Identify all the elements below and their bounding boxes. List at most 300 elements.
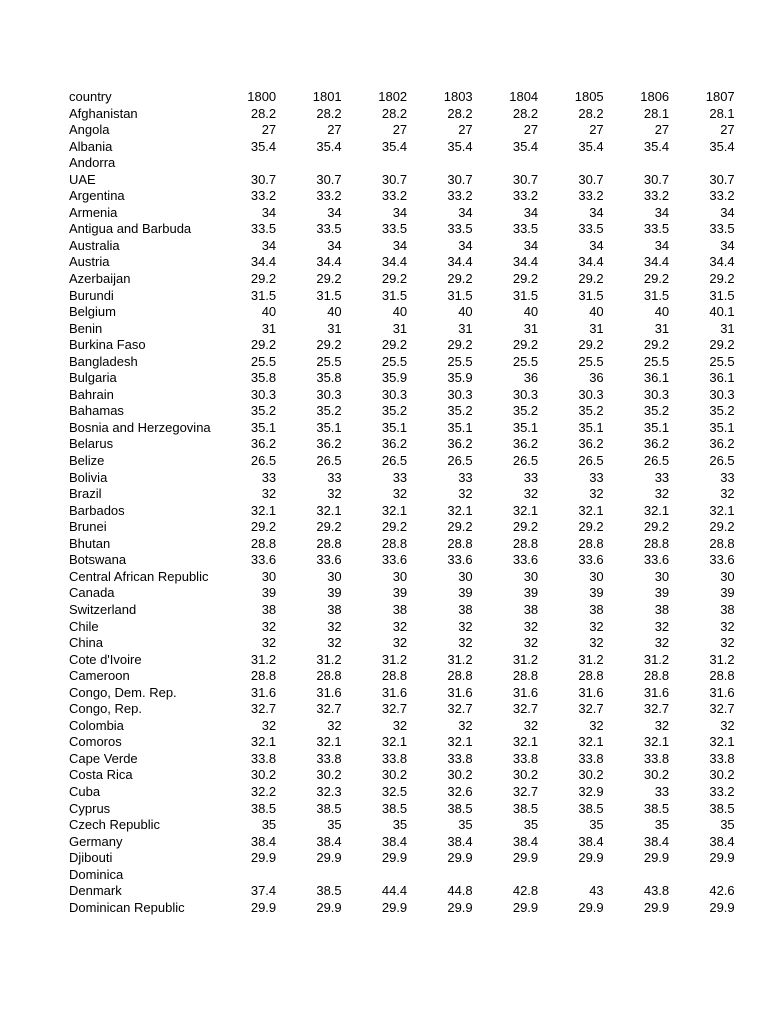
- value-cell: 37.4: [250, 883, 277, 899]
- value-cell: 40: [458, 304, 473, 320]
- value-cell: 29.9: [250, 899, 277, 915]
- value-cell: 35.4: [512, 138, 539, 154]
- value-cell: 34.4: [643, 254, 670, 270]
- country-cell: Cuba: [69, 783, 101, 799]
- value-cell: 32: [392, 635, 408, 651]
- value-cell: 34: [654, 204, 670, 220]
- table-row: [69, 337, 735, 354]
- table-row: [69, 751, 735, 768]
- value-cell: 33.2: [578, 188, 604, 204]
- country-cell: Cyprus: [69, 800, 111, 816]
- value-cell: 29.2: [578, 271, 604, 287]
- value-cell: 25.5: [578, 353, 604, 369]
- value-cell: 35.1: [250, 419, 277, 435]
- value-cell: 33.5: [709, 221, 735, 237]
- value-cell: 32.3: [316, 783, 342, 799]
- value-cell: 35.2: [381, 403, 408, 419]
- value-cell: 32: [392, 618, 408, 634]
- country-cell: Czech Republic: [69, 817, 161, 833]
- country-cell: Argentina: [69, 188, 125, 204]
- value-cell: 38: [523, 601, 539, 617]
- value-cell: 30.7: [578, 171, 604, 187]
- value-cell: 28.8: [643, 535, 670, 551]
- country-cell: Brazil: [69, 486, 102, 502]
- value-cell: 28.2: [381, 105, 408, 121]
- value-cell: 25.5: [381, 353, 408, 369]
- value-cell: 33.2: [512, 188, 539, 204]
- value-cell: 35: [654, 817, 670, 833]
- country-cell: Botswana: [69, 552, 127, 568]
- country-cell: Denmark: [69, 883, 122, 899]
- value-cell: 32.1: [578, 734, 604, 750]
- value-cell: 33.2: [316, 188, 342, 204]
- value-cell: 31.5: [447, 287, 473, 303]
- table-row: [69, 801, 735, 818]
- value-cell: 28.8: [512, 668, 539, 684]
- value-cell: 35: [392, 817, 408, 833]
- value-cell: 29.2: [316, 519, 342, 535]
- country-cell: Belize: [69, 453, 105, 469]
- country-cell: Comoros: [69, 734, 122, 750]
- header-cell-year: 1807: [705, 89, 735, 104]
- value-cell: 32.1: [709, 734, 735, 750]
- value-cell: 29.9: [512, 899, 539, 915]
- value-cell: 33.8: [250, 750, 277, 766]
- value-cell: 35.2: [709, 403, 735, 419]
- table-row: [69, 817, 735, 834]
- value-cell: 34: [720, 237, 735, 253]
- value-cell: 33.8: [709, 750, 735, 766]
- header-cell-year: 1801: [312, 89, 342, 104]
- value-cell: 36.2: [316, 436, 342, 452]
- value-cell: 26.5: [709, 453, 735, 469]
- table-row: [69, 883, 735, 900]
- value-cell: 25.5: [709, 353, 735, 369]
- value-cell: 30.2: [250, 767, 277, 783]
- value-cell: 32: [327, 717, 342, 733]
- country-cell: Colombia: [69, 717, 124, 733]
- value-cell: 34: [720, 204, 735, 220]
- table-row: [69, 734, 735, 751]
- value-cell: 31.2: [578, 651, 604, 667]
- value-cell: 32.9: [578, 783, 604, 799]
- country-cell: Djibouti: [69, 850, 113, 866]
- value-cell: 38.4: [643, 833, 670, 849]
- value-cell: 32.1: [447, 734, 473, 750]
- country-cell: Benin: [69, 320, 103, 336]
- value-cell: 31.2: [643, 651, 670, 667]
- value-cell: 34: [654, 237, 670, 253]
- value-cell: 33.8: [512, 750, 539, 766]
- value-cell: 31: [261, 320, 277, 336]
- table-row: [69, 784, 735, 801]
- value-cell: 38.5: [316, 883, 342, 899]
- value-cell: 38.4: [709, 833, 735, 849]
- value-cell: 39: [589, 585, 604, 601]
- value-cell: 38: [261, 601, 277, 617]
- value-cell: 25.5: [512, 353, 539, 369]
- country-cell: Germany: [69, 833, 123, 849]
- value-cell: 35.1: [447, 419, 473, 435]
- table-row: [69, 420, 735, 437]
- country-cell: Bolivia: [69, 469, 108, 485]
- value-cell: 29.2: [250, 271, 277, 287]
- value-cell: 29.9: [316, 899, 342, 915]
- value-cell: 27: [589, 122, 604, 138]
- table-row: [69, 668, 735, 685]
- value-cell: 38.4: [250, 833, 277, 849]
- table-row: [69, 254, 735, 271]
- value-cell: 30.7: [316, 171, 342, 187]
- value-cell: 31.5: [512, 287, 539, 303]
- value-cell: [538, 867, 604, 884]
- value-cell: 35.1: [512, 419, 539, 435]
- value-cell: 32.7: [709, 701, 735, 717]
- table-row: [69, 436, 735, 453]
- value-cell: 30: [392, 568, 408, 584]
- value-cell: 32.7: [447, 701, 473, 717]
- value-cell: 31.6: [709, 684, 735, 700]
- value-cell: 36.2: [578, 436, 604, 452]
- table-row: [69, 453, 735, 470]
- country-cell: Bulgaria: [69, 370, 117, 386]
- country-cell: Bahamas: [69, 403, 124, 419]
- value-cell: 35: [261, 817, 277, 833]
- value-cell: 30.7: [447, 171, 473, 187]
- table-row: [69, 536, 735, 553]
- value-cell: [604, 867, 670, 884]
- value-cell: 33.6: [709, 552, 735, 568]
- table-row: [69, 867, 735, 884]
- value-cell: 33: [654, 783, 670, 799]
- value-cell: 33.5: [250, 221, 277, 237]
- value-cell: 32.1: [381, 734, 408, 750]
- table-row: [69, 304, 735, 321]
- value-cell: 31.2: [250, 651, 277, 667]
- value-cell: 31.2: [512, 651, 539, 667]
- table-row: [69, 370, 735, 387]
- value-cell: 29.2: [512, 519, 539, 535]
- value-cell: 29.9: [381, 850, 408, 866]
- value-cell: 31.5: [578, 287, 604, 303]
- value-cell: 35.4: [643, 138, 670, 154]
- value-cell: 29.2: [512, 337, 539, 353]
- value-cell: 30.2: [381, 767, 408, 783]
- value-cell: 33.2: [447, 188, 473, 204]
- value-cell: 31: [720, 320, 735, 336]
- value-cell: 32: [327, 635, 342, 651]
- value-cell: 28.8: [316, 668, 342, 684]
- value-cell: 36: [523, 370, 539, 386]
- value-cell: 38.5: [709, 800, 735, 816]
- value-cell: 29.2: [643, 271, 670, 287]
- value-cell: 32: [392, 486, 408, 502]
- value-cell: 35: [327, 817, 342, 833]
- value-cell: 29.9: [709, 850, 735, 866]
- value-cell: 34: [261, 237, 277, 253]
- value-cell: 31: [523, 320, 539, 336]
- value-cell: 27: [261, 122, 277, 138]
- table-row: [69, 619, 735, 636]
- value-cell: 31: [589, 320, 604, 336]
- country-cell: Dominica: [69, 866, 124, 882]
- value-cell: 35.2: [643, 403, 670, 419]
- value-cell: 30.7: [250, 171, 277, 187]
- table-row: [69, 685, 735, 702]
- value-cell: 29.9: [578, 899, 604, 915]
- table-row: [69, 238, 735, 255]
- value-cell: 28.8: [250, 535, 277, 551]
- value-cell: [276, 155, 342, 172]
- value-cell: 29.2: [250, 337, 277, 353]
- value-cell: 32.7: [512, 783, 539, 799]
- value-cell: 31.6: [447, 684, 473, 700]
- value-cell: 35.4: [447, 138, 473, 154]
- country-cell: Andorra: [69, 155, 116, 171]
- value-cell: [473, 155, 539, 172]
- value-cell: 32: [720, 486, 735, 502]
- value-cell: 40.1: [709, 304, 735, 320]
- country-cell: Dominican Republic: [69, 899, 185, 915]
- value-cell: 34: [327, 237, 342, 253]
- value-cell: 38.5: [512, 800, 539, 816]
- value-cell: 39: [327, 585, 342, 601]
- value-cell: 32: [720, 717, 735, 733]
- value-cell: 31.6: [381, 684, 408, 700]
- value-cell: 38: [458, 601, 473, 617]
- value-cell: 28.8: [578, 535, 604, 551]
- table-row: [69, 850, 735, 867]
- value-cell: 34: [327, 204, 342, 220]
- value-cell: 28.2: [250, 105, 277, 121]
- value-cell: 31.5: [316, 287, 342, 303]
- value-cell: 30.2: [643, 767, 670, 783]
- value-cell: 35.4: [316, 138, 342, 154]
- value-cell: 32: [458, 618, 473, 634]
- value-cell: 38.4: [381, 833, 408, 849]
- value-cell: 29.9: [578, 850, 604, 866]
- value-cell: 31.6: [643, 684, 670, 700]
- header-cell-year: 1804: [509, 89, 539, 104]
- value-cell: 30.7: [512, 171, 539, 187]
- value-cell: 32: [720, 618, 735, 634]
- value-cell: 30.3: [447, 386, 473, 402]
- value-cell: 31: [458, 320, 473, 336]
- value-cell: 44.4: [381, 883, 408, 899]
- value-cell: 35.4: [250, 138, 277, 154]
- table-row: [69, 321, 735, 338]
- value-cell: 34: [458, 237, 473, 253]
- value-cell: 32: [654, 635, 670, 651]
- value-cell: 29.9: [447, 850, 473, 866]
- value-cell: 25.5: [643, 353, 670, 369]
- value-cell: 34: [261, 204, 277, 220]
- table-row: [69, 271, 735, 288]
- value-cell: 32: [261, 717, 277, 733]
- country-cell: Costa Rica: [69, 767, 133, 783]
- value-cell: 40: [392, 304, 408, 320]
- value-cell: 33.8: [578, 750, 604, 766]
- table-row: [69, 652, 735, 669]
- value-cell: 32.7: [512, 701, 539, 717]
- value-cell: 32.7: [643, 701, 670, 717]
- country-cell: Australia: [69, 237, 120, 253]
- value-cell: 30: [654, 568, 670, 584]
- value-cell: 30.3: [643, 386, 670, 402]
- value-cell: 36.2: [643, 436, 670, 452]
- country-cell: Congo, Dem. Rep.: [69, 684, 177, 700]
- value-cell: 32.1: [578, 502, 604, 518]
- value-cell: 30.7: [643, 171, 670, 187]
- table-row: [69, 288, 735, 305]
- table-row: [69, 403, 735, 420]
- value-cell: 29.2: [447, 337, 473, 353]
- value-cell: 34.4: [316, 254, 342, 270]
- country-cell: Burkina Faso: [69, 337, 146, 353]
- value-cell: 34: [589, 237, 604, 253]
- value-cell: 26.5: [381, 453, 408, 469]
- value-cell: 32.1: [250, 502, 277, 518]
- value-cell: 31.6: [578, 684, 604, 700]
- value-cell: 35.1: [709, 419, 735, 435]
- value-cell: 33: [261, 469, 277, 485]
- table-row: [69, 172, 735, 189]
- value-cell: 39: [523, 585, 539, 601]
- value-cell: 31: [327, 320, 342, 336]
- value-cell: 29.2: [447, 519, 473, 535]
- value-cell: 30.2: [447, 767, 473, 783]
- value-cell: 32.1: [316, 502, 342, 518]
- value-cell: 32.7: [578, 701, 604, 717]
- value-cell: 33: [458, 469, 473, 485]
- value-cell: 29.2: [578, 337, 604, 353]
- value-cell: 32: [589, 635, 604, 651]
- country-cell: Canada: [69, 585, 115, 601]
- value-cell: 32.7: [316, 701, 342, 717]
- value-cell: 34.4: [512, 254, 539, 270]
- value-cell: 34.4: [447, 254, 473, 270]
- country-cell: Belgium: [69, 304, 116, 320]
- country-cell: Armenia: [69, 204, 118, 220]
- value-cell: 35.1: [316, 419, 342, 435]
- value-cell: 32.1: [316, 734, 342, 750]
- value-cell: 32.2: [250, 783, 277, 799]
- value-cell: 28.8: [578, 668, 604, 684]
- table-row: [69, 602, 735, 619]
- value-cell: [669, 155, 735, 172]
- value-cell: 33.6: [447, 552, 473, 568]
- value-cell: 28.8: [381, 535, 408, 551]
- value-cell: 32.1: [512, 502, 539, 518]
- value-cell: 29.2: [316, 271, 342, 287]
- value-cell: 38.5: [643, 800, 670, 816]
- country-cell: Austria: [69, 254, 110, 270]
- country-cell: China: [69, 635, 103, 651]
- country-cell: Belarus: [69, 436, 114, 452]
- value-cell: 34.4: [709, 254, 735, 270]
- country-cell: Bhutan: [69, 535, 111, 551]
- value-cell: 33: [589, 469, 604, 485]
- value-cell: 39: [458, 585, 473, 601]
- value-cell: 33: [392, 469, 408, 485]
- table-row: [69, 900, 735, 917]
- value-cell: 29.2: [643, 519, 670, 535]
- value-cell: 30: [589, 568, 604, 584]
- value-cell: 29.2: [512, 271, 539, 287]
- value-cell: 44.8: [447, 883, 473, 899]
- value-cell: 34: [523, 237, 539, 253]
- value-cell: 28.8: [709, 668, 735, 684]
- value-cell: 36.2: [709, 436, 735, 452]
- country-cell: Angola: [69, 122, 110, 138]
- value-cell: 32.1: [512, 734, 539, 750]
- value-cell: 35.1: [578, 419, 604, 435]
- value-cell: 35.4: [709, 138, 735, 154]
- value-cell: 35.8: [250, 370, 277, 386]
- country-cell: Bosnia and Herzegovina: [69, 419, 211, 435]
- value-cell: 36.1: [643, 370, 670, 386]
- value-cell: 28.2: [316, 105, 342, 121]
- value-cell: 28.8: [316, 535, 342, 551]
- table-body: [69, 106, 735, 917]
- value-cell: 28.8: [381, 668, 408, 684]
- table-row: [69, 519, 735, 536]
- header-cell-country: country: [69, 89, 112, 104]
- value-cell: 26.5: [578, 453, 604, 469]
- value-cell: 32: [458, 717, 473, 733]
- value-cell: 27: [458, 122, 473, 138]
- value-cell: 33.2: [709, 783, 735, 799]
- value-cell: 36: [589, 370, 604, 386]
- value-cell: 32.1: [643, 502, 670, 518]
- value-cell: 26.5: [643, 453, 670, 469]
- value-cell: 30.3: [316, 386, 342, 402]
- table-row: [69, 718, 735, 735]
- value-cell: 25.5: [316, 353, 342, 369]
- value-cell: 29.9: [512, 850, 539, 866]
- value-cell: 39: [392, 585, 408, 601]
- value-cell: 29.2: [578, 519, 604, 535]
- value-cell: 29.2: [316, 337, 342, 353]
- country-cell: Barbados: [69, 502, 125, 518]
- value-cell: [211, 155, 277, 172]
- value-cell: 33.5: [643, 221, 670, 237]
- value-cell: 38.4: [316, 833, 342, 849]
- value-cell: 25.5: [447, 353, 473, 369]
- value-cell: 33.5: [316, 221, 342, 237]
- country-cell: Albania: [69, 138, 113, 154]
- country-cell: Afghanistan: [69, 105, 138, 121]
- value-cell: 40: [261, 304, 277, 320]
- value-cell: 40: [654, 304, 670, 320]
- value-cell: 30.2: [512, 767, 539, 783]
- value-cell: 36.2: [447, 436, 473, 452]
- value-cell: 29.9: [643, 899, 670, 915]
- value-cell: [407, 867, 473, 884]
- value-cell: 33.6: [381, 552, 408, 568]
- value-cell: 34: [392, 204, 408, 220]
- value-cell: 30.3: [381, 386, 408, 402]
- table-row: [69, 122, 735, 139]
- value-cell: 32.1: [250, 734, 277, 750]
- value-cell: 27: [654, 122, 670, 138]
- table-row: [69, 221, 735, 238]
- table-row: [69, 834, 735, 851]
- value-cell: [342, 867, 408, 884]
- value-cell: 38.4: [447, 833, 473, 849]
- value-cell: [669, 867, 735, 884]
- value-cell: 30: [458, 568, 473, 584]
